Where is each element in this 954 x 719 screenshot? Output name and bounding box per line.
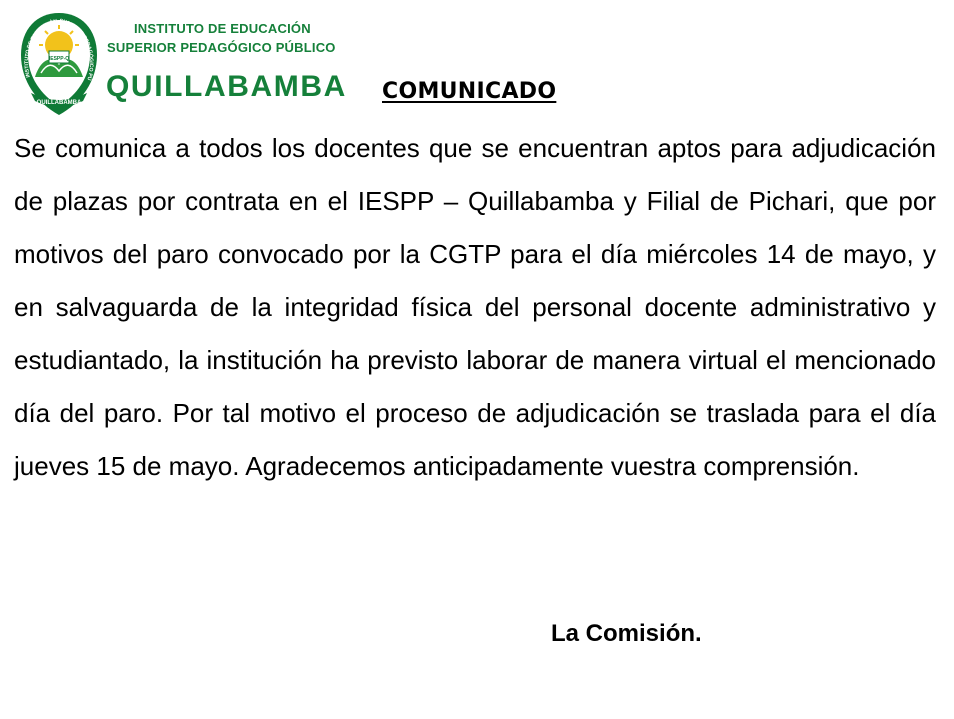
signature: La Comisión. <box>551 620 702 647</box>
document-title: COMUNICADO <box>382 79 557 104</box>
svg-text:QUILLABAMBA: QUILLABAMBA <box>36 100 82 106</box>
svg-text:INSTITUTO DE EDUCACIÓN SUPERIO: INSTITUTO DE EDUCACIÓN SUPERIOR PEDAGÓGICO PÚ <box>24 18 94 81</box>
institution-name-line-1: INSTITUTO DE EDUCACIÓN <box>134 21 311 36</box>
institution-name-line-2: SUPERIOR PEDAGÓGICO PÚBLICO <box>107 40 336 55</box>
institution-seal-icon <box>17 11 101 117</box>
brand-name: QUILLABAMBA <box>106 70 347 103</box>
svg-text:IESPP-Q: IESPP-Q <box>48 56 70 62</box>
announcement-body: Se comunica a todos los docentes que se encuentran aptos para adjudicación de plazas por contrata en el IESPP – Quillabamba y Filial de Pichari, que por motivos del paro convocado por la CGTP para el día miércoles 14 de mayo, y en salvaguarda de la integridad física del personal docente administrativo y estudiantado, la institución ha previsto laborar de manera virtual el mencionado día del paro. Por tal motivo el proceso de adjudicación se traslada para el día jueves 15 de mayo. Agradecemos anticipadamente vuestra comprensión. <box>14 133 936 481</box>
